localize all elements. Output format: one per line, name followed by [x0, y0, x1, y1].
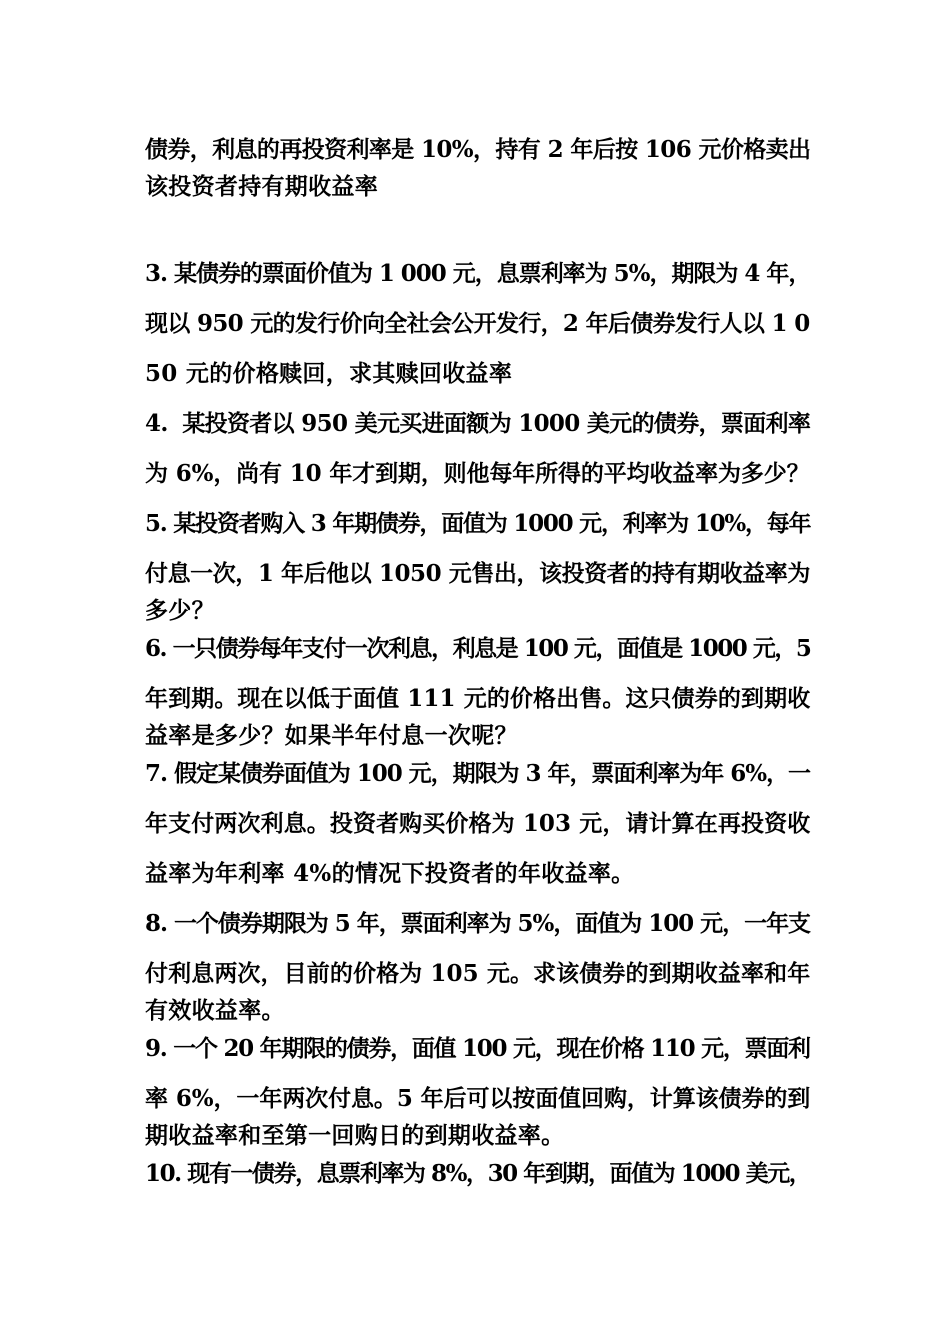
question-4-line: 为 6%，尚有 10 年才到期，则他每年所得的平均收益率为多少？ — [145, 460, 810, 487]
question-9-line: 率 6%，一年两次付息。5 年后可以按面值回购，计算该债券的到 — [145, 1085, 811, 1112]
question-7-line: 年支付两次利息。投资者购买价格为 103 元，请计算在再投资收 — [145, 810, 811, 837]
question-10-line: 10. 现有一债券，息票利率为 8%，30 年到期，面值为 1000 美元， — [145, 1160, 811, 1187]
question-7-line: 益率为年利率 4%的情况下投资者的年收益率。 — [145, 860, 635, 887]
question-8-line: 付利息两次，目前的价格为 105 元。求该债券的到期收益率和年 — [145, 960, 811, 987]
question-8-line: 有效收益率。 — [145, 997, 285, 1024]
question-5-line: 多少？ — [145, 597, 215, 624]
question-4-line: 4. 某投资者以 950 美元买进面额为 1000 美元的债券，票面利率 — [145, 410, 811, 437]
question-6-line: 益率是多少？如果半年付息一次呢？ — [145, 722, 518, 749]
question-7-line: 7. 假定某债券面值为 100 元，期限为 3 年，票面利率为年 6%，一 — [145, 760, 811, 787]
question-9-line: 期收益率和至第一回购日的到期收益率。 — [145, 1122, 565, 1149]
question-5-line: 付息一次，1 年后他以 1050 元售出，该投资者的持有期收益率为 — [145, 560, 810, 587]
text-line: 债券，利息的再投资利率是 10%，持有 2 年后按 106 元价格卖出 — [145, 136, 811, 163]
question-3-line: 50 元的价格赎回，求其赎回收益率 — [145, 360, 513, 387]
question-9-line: 9. 一个 20 年期限的债券，面值 100 元，现在价格 110 元，票面利 — [145, 1035, 810, 1062]
question-6-line: 年到期。现在以低于面值 111 元的价格出售。这只债券的到期收 — [145, 685, 811, 712]
question-6-line: 6. 一只债券每年支付一次利息，利息是 100 元，面值是 1000 元，5 — [145, 635, 811, 662]
text-line: 该投资者持有期收益率 — [145, 173, 378, 200]
question-5-line: 5. 某投资者购入 3 年期债券，面值为 1000 元，利率为 10%，每年 — [145, 510, 811, 537]
question-8-line: 8. 一个债券期限为 5 年，票面利率为 5%，面值为 100 元，一年支 — [145, 910, 811, 937]
question-3-line: 现以 950 元的发行价向全社会公开发行，2 年后债券发行人以 1 0 — [145, 310, 810, 337]
question-3-line: 3. 某债券的票面价值为 1 000 元，息票利率为 5%，期限为 4 年， — [145, 260, 811, 287]
